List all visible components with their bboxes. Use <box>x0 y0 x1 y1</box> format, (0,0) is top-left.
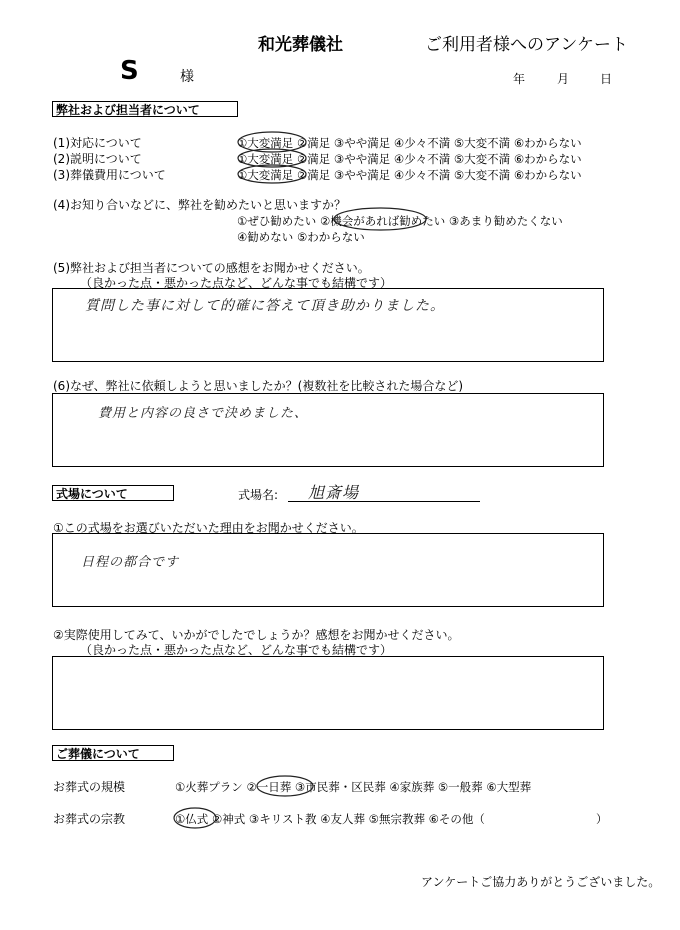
q4-options-line1: ①ぜひ勧めたい ②機会があれば勧めたい ③あまり勧めたくない <box>237 214 563 228</box>
funeral-religion-options: ①仏式 ②神式 ③キリスト教 ④友人葬 ⑤無宗教葬 ⑥その他（ <box>175 812 485 826</box>
q4-selection-mark <box>334 208 426 230</box>
honorific: 様 <box>180 69 194 85</box>
venue-q1-label: ①この式場をお選びいただいた理由をお聞かせください。 <box>53 521 364 535</box>
venue-q2-sublabel: （良かった点・悪かった点など、どんな事でも結構です） <box>80 643 393 657</box>
funeral-religion-close-paren: ） <box>596 812 608 826</box>
q3-selection-mark <box>238 165 306 183</box>
q5-sublabel: （良かった点・悪かった点など、どんな事でも結構です） <box>80 276 393 290</box>
date-year: 年 <box>513 72 526 86</box>
funeral-religion-selection-mark <box>174 808 216 828</box>
q3-options: ①大変満足 ②満足 ③やや満足 ④少々不満 ⑤大変不満 ⑥わからない <box>237 168 582 182</box>
q4-options-line2: ④勧めない ⑤わからない <box>237 230 365 244</box>
q5-answer-handwriting: 質問した事に対して的確に答えて頂き助かりました。 <box>85 298 445 314</box>
date-day: 日 <box>600 72 613 86</box>
venue-handwriting: 旭斎場 <box>308 483 360 502</box>
customer-name: S <box>120 56 139 86</box>
q2-options: ①大変満足 ②満足 ③やや満足 ④少々不満 ⑤大変不満 ⑥わからない <box>237 152 582 166</box>
footer-thanks: アンケートご協力ありがとうございました。 <box>421 875 661 889</box>
q4-label: (4)お知り合いなどに、弊社を勧めたいと思いますか？ <box>53 198 347 212</box>
funeral-scale-selection-mark <box>257 776 313 796</box>
q3-label: (3)葬儀費用について <box>53 168 166 182</box>
q1-options: ①大変満足 ②満足 ③やや満足 ④少々不満 ⑤大変不満 ⑥わからない <box>237 136 582 150</box>
date-month: 月 <box>557 72 570 86</box>
funeral-religion-label: お葬式の宗教 <box>53 812 126 826</box>
funeral-scale-options: ①火葬プラン ②一日葬 ③市民葬・区民葬 ④家族葬 ⑤一般葬 ⑥大型葬 <box>175 780 532 794</box>
venue-label: 式場名: <box>238 488 279 502</box>
funeral-scale-label: お葬式の規模 <box>53 780 126 794</box>
q5-label: (5)弊社および担当者についての感想をお聞かせください。 <box>53 261 370 275</box>
section-heading-venue: 式場について <box>52 485 174 501</box>
section-heading-company: 弊社および担当者について <box>52 101 238 117</box>
q6-answer-handwriting: 費用と内容の良さで決めました、 <box>98 406 309 421</box>
venue-q1-answer-handwriting: 日程の都合です <box>81 555 180 570</box>
q6-label: (6)なぜ、弊社に依頼しようと思いましたか？(複数社を比較された場合など) <box>53 379 464 393</box>
q2-label: (2)説明について <box>53 152 142 166</box>
company-name: 和光葬儀社 <box>258 35 343 55</box>
venue-q2-label: ②実際使用してみて、いかがでしたでしょうか？感想をお聞かせください。 <box>53 628 460 642</box>
survey-title: ご利用者様へのアンケート <box>425 35 628 55</box>
q1-label: (1)対応について <box>53 136 142 150</box>
section-heading-funeral: ご葬儀について <box>52 745 174 761</box>
